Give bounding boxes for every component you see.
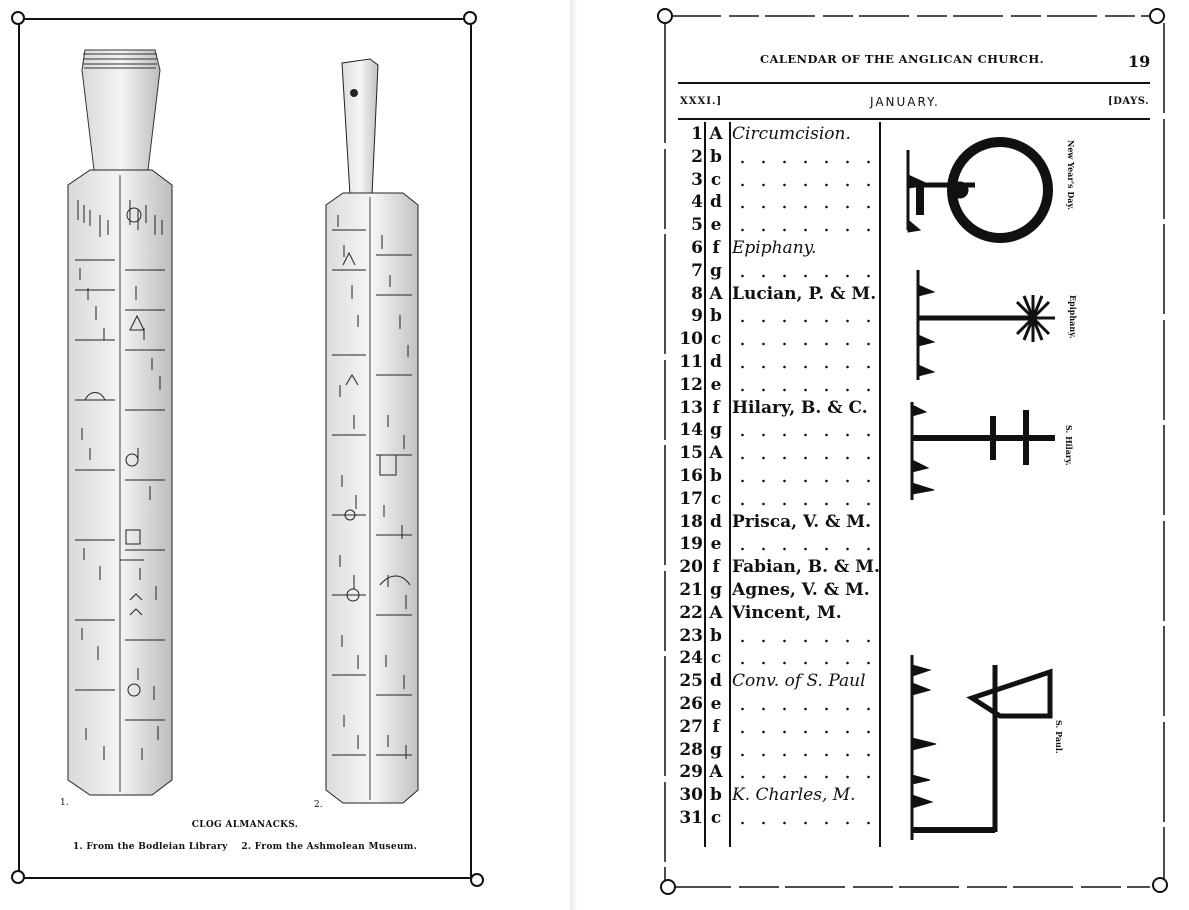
dominical-letter: e (710, 374, 722, 395)
festival-name: Circumcision. (732, 124, 851, 144)
day-row (675, 305, 885, 328)
dominical-letter: g (710, 420, 722, 441)
hilary-symbol (912, 402, 1055, 500)
day-row (675, 670, 885, 693)
day-row (675, 716, 885, 739)
dominical-letter: c (710, 329, 722, 350)
corner-ring-tl (11, 11, 25, 25)
day-number: 29 (679, 762, 703, 783)
dominical-letter: c (710, 488, 722, 509)
leader-dots (732, 160, 880, 164)
day-number: 7 (691, 260, 703, 281)
frame-top (18, 18, 470, 20)
day-row (675, 579, 885, 602)
dominical-letter: g (710, 739, 722, 760)
day-row (675, 442, 885, 465)
leader-dots (732, 707, 880, 711)
dominical-letter: c (710, 648, 722, 669)
festival-name: Agnes, V. & M. (732, 580, 870, 600)
day-row (675, 123, 885, 146)
day-number: 5 (691, 215, 703, 236)
day-row (675, 237, 885, 260)
corner-ring-bl (11, 870, 25, 884)
day-number: 19 (679, 534, 703, 555)
day-number: 16 (679, 466, 703, 486)
dominical-letter: g (710, 260, 722, 281)
day-number: 23 (679, 625, 703, 646)
month-row-right: [DAYS. (1108, 96, 1150, 107)
frame-right (470, 18, 472, 880)
day-row (675, 191, 885, 214)
clog-label-new-years-day: New Year's Day. (1066, 140, 1076, 210)
day-number: 1 (691, 124, 703, 144)
festival-name: Epiphany. (732, 238, 817, 258)
dominical-letter: A (709, 443, 723, 464)
dominical-letter: b (710, 785, 722, 806)
header-rule (678, 82, 1150, 84)
clog-almanack-ashmolean (318, 55, 428, 805)
day-row (675, 419, 885, 442)
dominical-letter: e (710, 534, 722, 555)
leader-dots (732, 205, 880, 209)
day-row (675, 374, 885, 397)
day-row (675, 625, 885, 648)
day-row (675, 647, 885, 670)
day-number: 10 (679, 329, 703, 350)
day-row (675, 397, 885, 420)
dominical-letter: g (710, 580, 722, 600)
leader-dots (732, 821, 880, 825)
day-number: 12 (679, 374, 703, 395)
figure-caption-title: CLOG ALMANACKS. (191, 820, 299, 830)
festival-name: Prisca, V. & M. (732, 511, 872, 532)
day-number: 22 (679, 602, 703, 623)
clog-label-s-paul: S. Paul. (1054, 720, 1064, 754)
leader-dots (732, 547, 880, 551)
leader-dots (732, 639, 880, 643)
dominical-letter: b (710, 146, 722, 167)
dominical-letter: d (710, 192, 722, 213)
clog-label-s-hilary: S. Hilary. (1064, 425, 1074, 466)
left-page (0, 0, 570, 910)
dominical-letter: b (710, 625, 722, 646)
day-number: 15 (679, 443, 703, 464)
day-number: 11 (679, 352, 703, 372)
dominical-letter: A (709, 602, 723, 623)
day-number: 31 (679, 808, 703, 828)
day-row (675, 283, 885, 306)
leader-dots (732, 730, 880, 734)
leader-dots (732, 433, 880, 437)
day-row (675, 214, 885, 237)
day-number: 3 (691, 169, 703, 190)
day-number: 27 (679, 716, 703, 737)
dominical-letter: A (709, 124, 723, 144)
day-number: 24 (679, 648, 703, 669)
day-row (675, 602, 885, 625)
leader-dots (732, 456, 880, 460)
dominical-letter: d (710, 671, 722, 692)
corner-ring-tr (463, 11, 477, 25)
day-number: 20 (679, 557, 703, 578)
day-row (675, 511, 885, 534)
festival-name: Conv. of S. Paul (732, 671, 866, 692)
corner-ring-tl (658, 9, 672, 23)
leader-dots (732, 502, 880, 506)
day-row (675, 784, 885, 807)
leader-dots (732, 342, 880, 346)
dominical-letter: d (710, 352, 722, 372)
dominical-letter: f (712, 238, 720, 258)
day-number: 2 (691, 146, 703, 167)
dominical-letter: b (710, 306, 722, 327)
conversion-of-paul-symbol (912, 655, 1050, 840)
day-number: 9 (691, 306, 703, 327)
dominical-letter: e (710, 215, 722, 236)
day-number: 21 (679, 580, 703, 600)
leader-dots (732, 661, 880, 665)
epiphany-symbol (918, 270, 1055, 380)
clog-label-epiphany: Epiphany. (1068, 295, 1078, 339)
day-number: 18 (679, 511, 703, 532)
figure-number-2: 2. (314, 800, 323, 810)
day-number: 30 (679, 785, 703, 806)
day-row (675, 465, 885, 488)
month-row-left: XXXI.] (680, 96, 723, 107)
leader-dots (732, 319, 880, 323)
running-head: CALENDAR OF THE ANGLICAN CHURCH. (760, 52, 1045, 66)
leader-dots (732, 183, 880, 187)
day-number: 26 (679, 694, 703, 714)
dominical-letter: f (712, 557, 720, 578)
festival-name: Fabian, B. & M. (732, 557, 880, 578)
day-number: 6 (691, 238, 703, 258)
corner-ring-br (1153, 878, 1167, 892)
day-row (675, 488, 885, 511)
leader-dots (732, 274, 880, 278)
corner-ring-tr (1150, 9, 1164, 23)
dominical-letter: c (710, 808, 722, 828)
corner-ring-br (470, 873, 484, 887)
dominical-letter: f (712, 397, 720, 418)
leader-dots (732, 775, 880, 779)
frame-bottom (20, 877, 475, 879)
day-number: 17 (679, 488, 703, 509)
day-number: 8 (691, 283, 703, 304)
page-number: 19 (1128, 52, 1151, 71)
clog-symbols (900, 120, 1100, 860)
figure-number-1: 1. (60, 798, 69, 808)
day-row (675, 328, 885, 351)
day-number: 13 (679, 397, 703, 418)
leader-dots (732, 228, 880, 232)
day-row (675, 761, 885, 784)
book-gutter (570, 0, 578, 910)
day-number: 28 (679, 739, 703, 760)
festival-name: Lucian, P. & M. (732, 283, 877, 304)
dominical-letter: e (710, 694, 722, 714)
day-row (675, 693, 885, 716)
leader-dots (732, 753, 880, 757)
dominical-letter: f (712, 716, 720, 737)
day-row (675, 739, 885, 762)
day-row (675, 260, 885, 283)
dominical-letter: A (709, 762, 723, 783)
day-row (675, 351, 885, 374)
day-row (675, 146, 885, 169)
leader-dots (732, 388, 880, 392)
figure-caption-credit: 1. From the Bodleian Library 2. From the Ashmolean Museum. (72, 842, 418, 852)
clog-almanack-bodleian (60, 40, 180, 800)
dominical-letter: d (710, 511, 722, 532)
corner-ring-bl (661, 880, 675, 894)
dominical-letter: b (710, 466, 722, 486)
leader-dots (732, 479, 880, 483)
festival-name: K. Charles, M. (732, 785, 856, 806)
frame-left (18, 18, 20, 878)
leader-dots (732, 365, 880, 369)
dominical-letter: c (710, 169, 722, 190)
day-row (675, 169, 885, 192)
day-row (675, 556, 885, 579)
day-row (675, 533, 885, 556)
day-number: 25 (679, 671, 703, 692)
festival-name: Hilary, B. & C. (732, 397, 868, 418)
day-row (675, 807, 885, 830)
dominical-letter: A (709, 283, 723, 304)
day-number: 4 (691, 192, 703, 213)
day-number: 14 (679, 420, 703, 441)
month-title: JANUARY. (870, 95, 940, 109)
festival-name: Vincent, M. (732, 602, 842, 623)
